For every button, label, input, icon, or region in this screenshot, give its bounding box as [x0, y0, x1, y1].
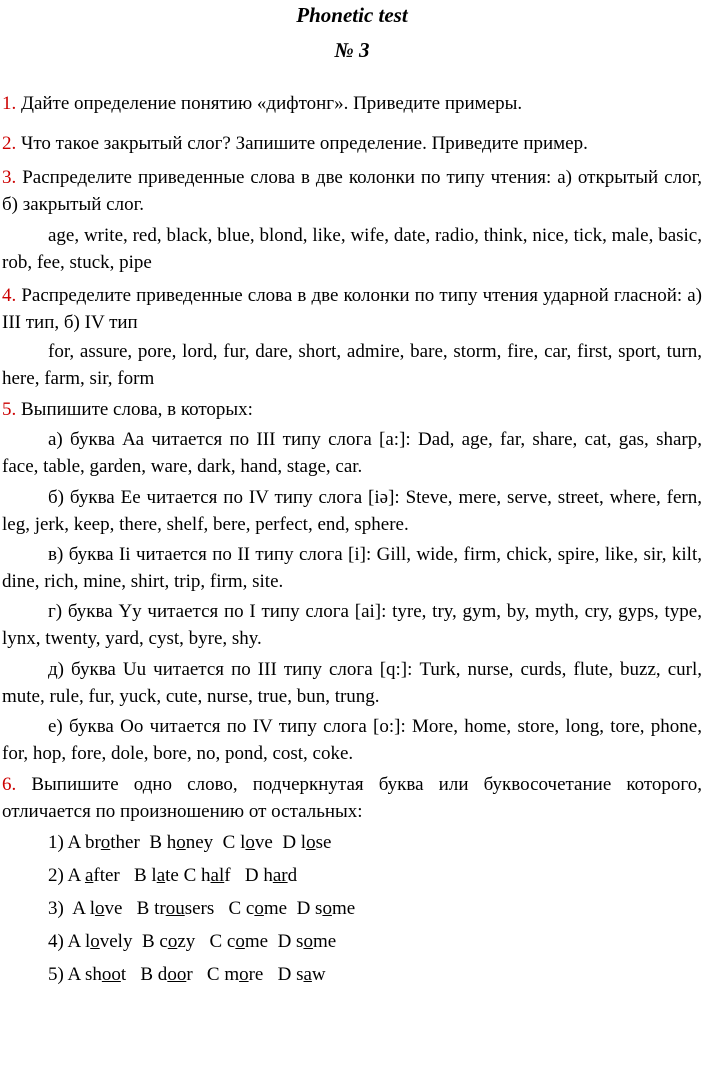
question-number: 5.	[2, 399, 17, 420]
question-3	[2, 164, 702, 218]
question-text: Распределите приведенные слова в две колонки по типу чтения ударной гласной: а) III тип, б) IV тип	[2, 285, 702, 333]
task-5b: б) буква Ее читается по IV типу слога [iə]: Steve, mere, serve, street, where, fern, leg, jerk, keep, there, shelf, bere, perfect, end, sphere.	[2, 487, 702, 535]
word-list-4: for, assure, pore, lord, fur, dare, short, admire, bare, storm, fire, car, first, sport, turn, here, farm, sir, form	[2, 341, 702, 389]
question-2	[2, 130, 702, 157]
question-text: Что такое закрытый слог? Запишите определение. Приведите пример.	[16, 133, 588, 154]
task-5a: а) буква Аа читается по III типу слога [a:]: Dad, age, far, share, cat, gas, sharp, face, table, garden, ware, dark, hand, stage, car.	[2, 429, 702, 477]
question-6	[2, 771, 702, 825]
question-5	[2, 396, 702, 423]
question-text: Распределите приведенные слова в две колонки по типу чтения: а) открытый слог, б) закрытый слог.	[2, 167, 702, 215]
task-5d: г) буква Yy читается по I типу слога [ai]: tyre, try, gym, by, myth, cry, gyps, type, lynx, twenty, yard, cyst, byre, shy.	[2, 601, 702, 649]
test-title: Phonetic test	[296, 3, 408, 27]
option-line-4: 4) A lovely B cozy C come D some	[48, 931, 337, 952]
task-5e: д) буква Uu читается по III типу слога [q:]: Turk, nurse, curds, flute, buzz, curl, mute, rule, fur, yuck, cute, nurse, true, bun, trung.	[2, 659, 702, 707]
question-text: Дайте определение понятию «дифтонг». Приведите примеры.	[16, 93, 523, 114]
test-number: № 3	[334, 38, 370, 62]
question-1	[2, 90, 702, 117]
question-number: 4.	[2, 285, 17, 306]
question-4	[2, 282, 702, 336]
option-line-2: 2) A after B late C half D hard	[48, 865, 298, 886]
question-number: 2.	[2, 133, 17, 154]
option-line-5: 5) A shoot B door C more D saw	[48, 964, 326, 985]
task-5c: в) буква Ii читается по II типу слога [i]: Gill, wide, firm, chick, spire, like, sir, kilt, dine, rich, mine, shirt, trip, firm, site.	[2, 544, 702, 592]
question-number: 1.	[2, 93, 17, 114]
question-text: Выпишите одно слово, подчеркнутая буква или буквосочетание которого, отличается по произношению от остальных:	[2, 774, 702, 822]
question-number: 3.	[2, 167, 17, 188]
option-line-3: 3) A love B trousers C come D some	[48, 898, 356, 919]
question-text: Выпишите слова, в которых:	[16, 399, 253, 420]
task-5f: е) буква Оо читается по IV типу слога [o:]: More, home, store, long, tore, phone, for, hop, fore, dole, bore, no, pond, cost, coke.	[2, 716, 702, 764]
question-number: 6.	[2, 774, 17, 795]
word-list-3: age, write, red, black, blue, blond, like, wife, date, radio, think, nice, tick, male, basic, rob, fee, stuck, pipe	[2, 225, 702, 273]
option-line-1: 1) A brother B honey C love D lose	[48, 832, 332, 853]
